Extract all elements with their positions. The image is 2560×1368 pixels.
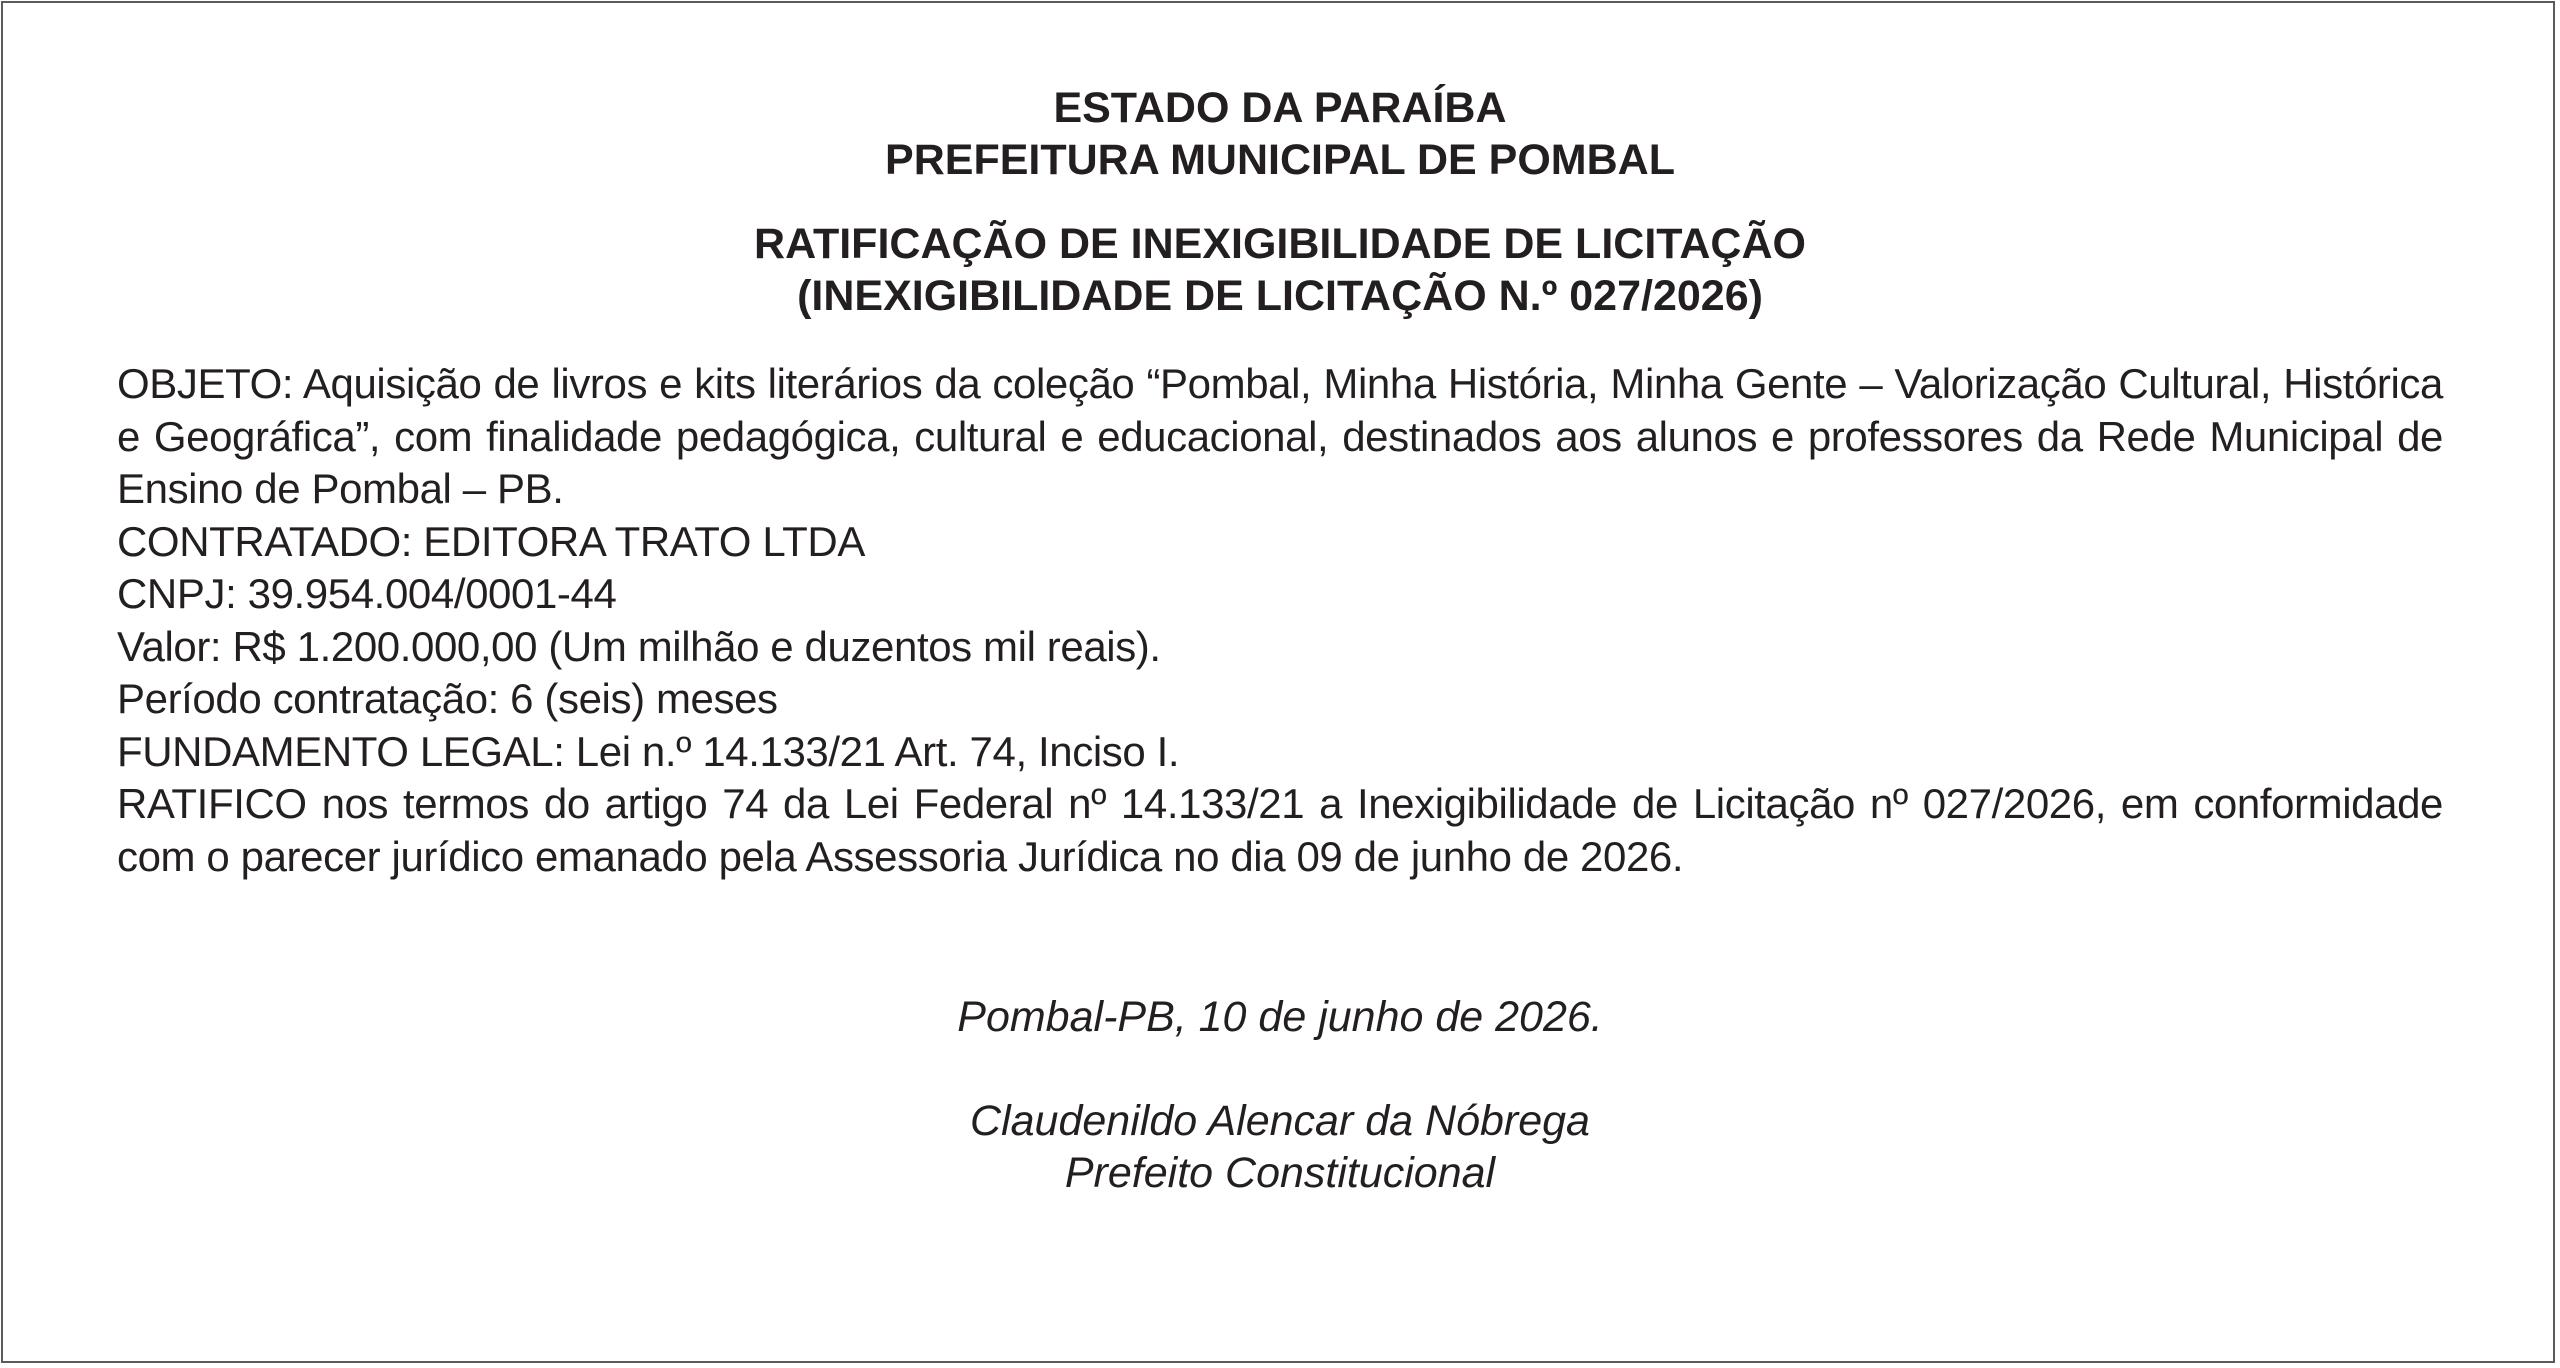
ratifico-paragraph: RATIFICO nos termos do artigo 74 da Lei Federal nº 14.133/21 a Inexigibilidade de Licitação nº 027/2026, em conformidade com o parecer jurídico emanado pela Assessoria Jurídica no dia 09 de junho de 2026. bbox=[117, 780, 2443, 880]
objeto-paragraph: OBJETO: Aquisição de livros e kits literários da coleção “Pombal, Minha História, Minha Gente – Valorização Cultural, Histórica e Geográfica”, com finalidade pedagógica, cultural e educacional, destinados aos alunos e professores da Rede Municipal de Ensino de Pombal – PB. bbox=[117, 360, 2443, 512]
signature-spacer bbox=[117, 1043, 2443, 1095]
valor-line: Valor: R$ 1.200.000,00 (Um milhão e duzentos mil reais). bbox=[117, 622, 1161, 670]
state-name: ESTADO DA PARAÍBA bbox=[1053, 84, 1507, 132]
title-line-1: RATIFICAÇÃO DE INEXIGIBILIDADE DE LICITAÇÃO bbox=[754, 220, 1806, 268]
contratado-line: CONTRATADO: EDITORA TRATO LTDA bbox=[117, 517, 865, 565]
fundamento-line: FUNDAMENTO LEGAL: Lei n.º 14.133/21 Art. 74, Inciso I. bbox=[117, 727, 1180, 775]
signatory-name: Claudenildo Alencar da Nóbrega bbox=[970, 1097, 1590, 1145]
signatory-role: Prefeito Constitucional bbox=[1064, 1149, 1496, 1197]
signature-block bbox=[117, 991, 2443, 1199]
periodo-line: Período contratação: 6 (seis) meses bbox=[117, 675, 778, 722]
issuer-header bbox=[117, 82, 2443, 186]
cnpj-line: CNPJ: 39.954.004/0001-44 bbox=[117, 570, 617, 617]
document-content bbox=[117, 82, 2443, 1199]
document-body bbox=[117, 358, 2443, 883]
title-line-2: (INEXIGIBILIDADE DE LICITAÇÃO N.º 027/2026) bbox=[797, 272, 1763, 320]
document-title bbox=[117, 218, 2443, 322]
municipality-name: PREFEITURA MUNICIPAL DE POMBAL bbox=[885, 136, 1675, 184]
place-date: Pombal-PB, 10 de junho de 2026. bbox=[957, 993, 1603, 1041]
